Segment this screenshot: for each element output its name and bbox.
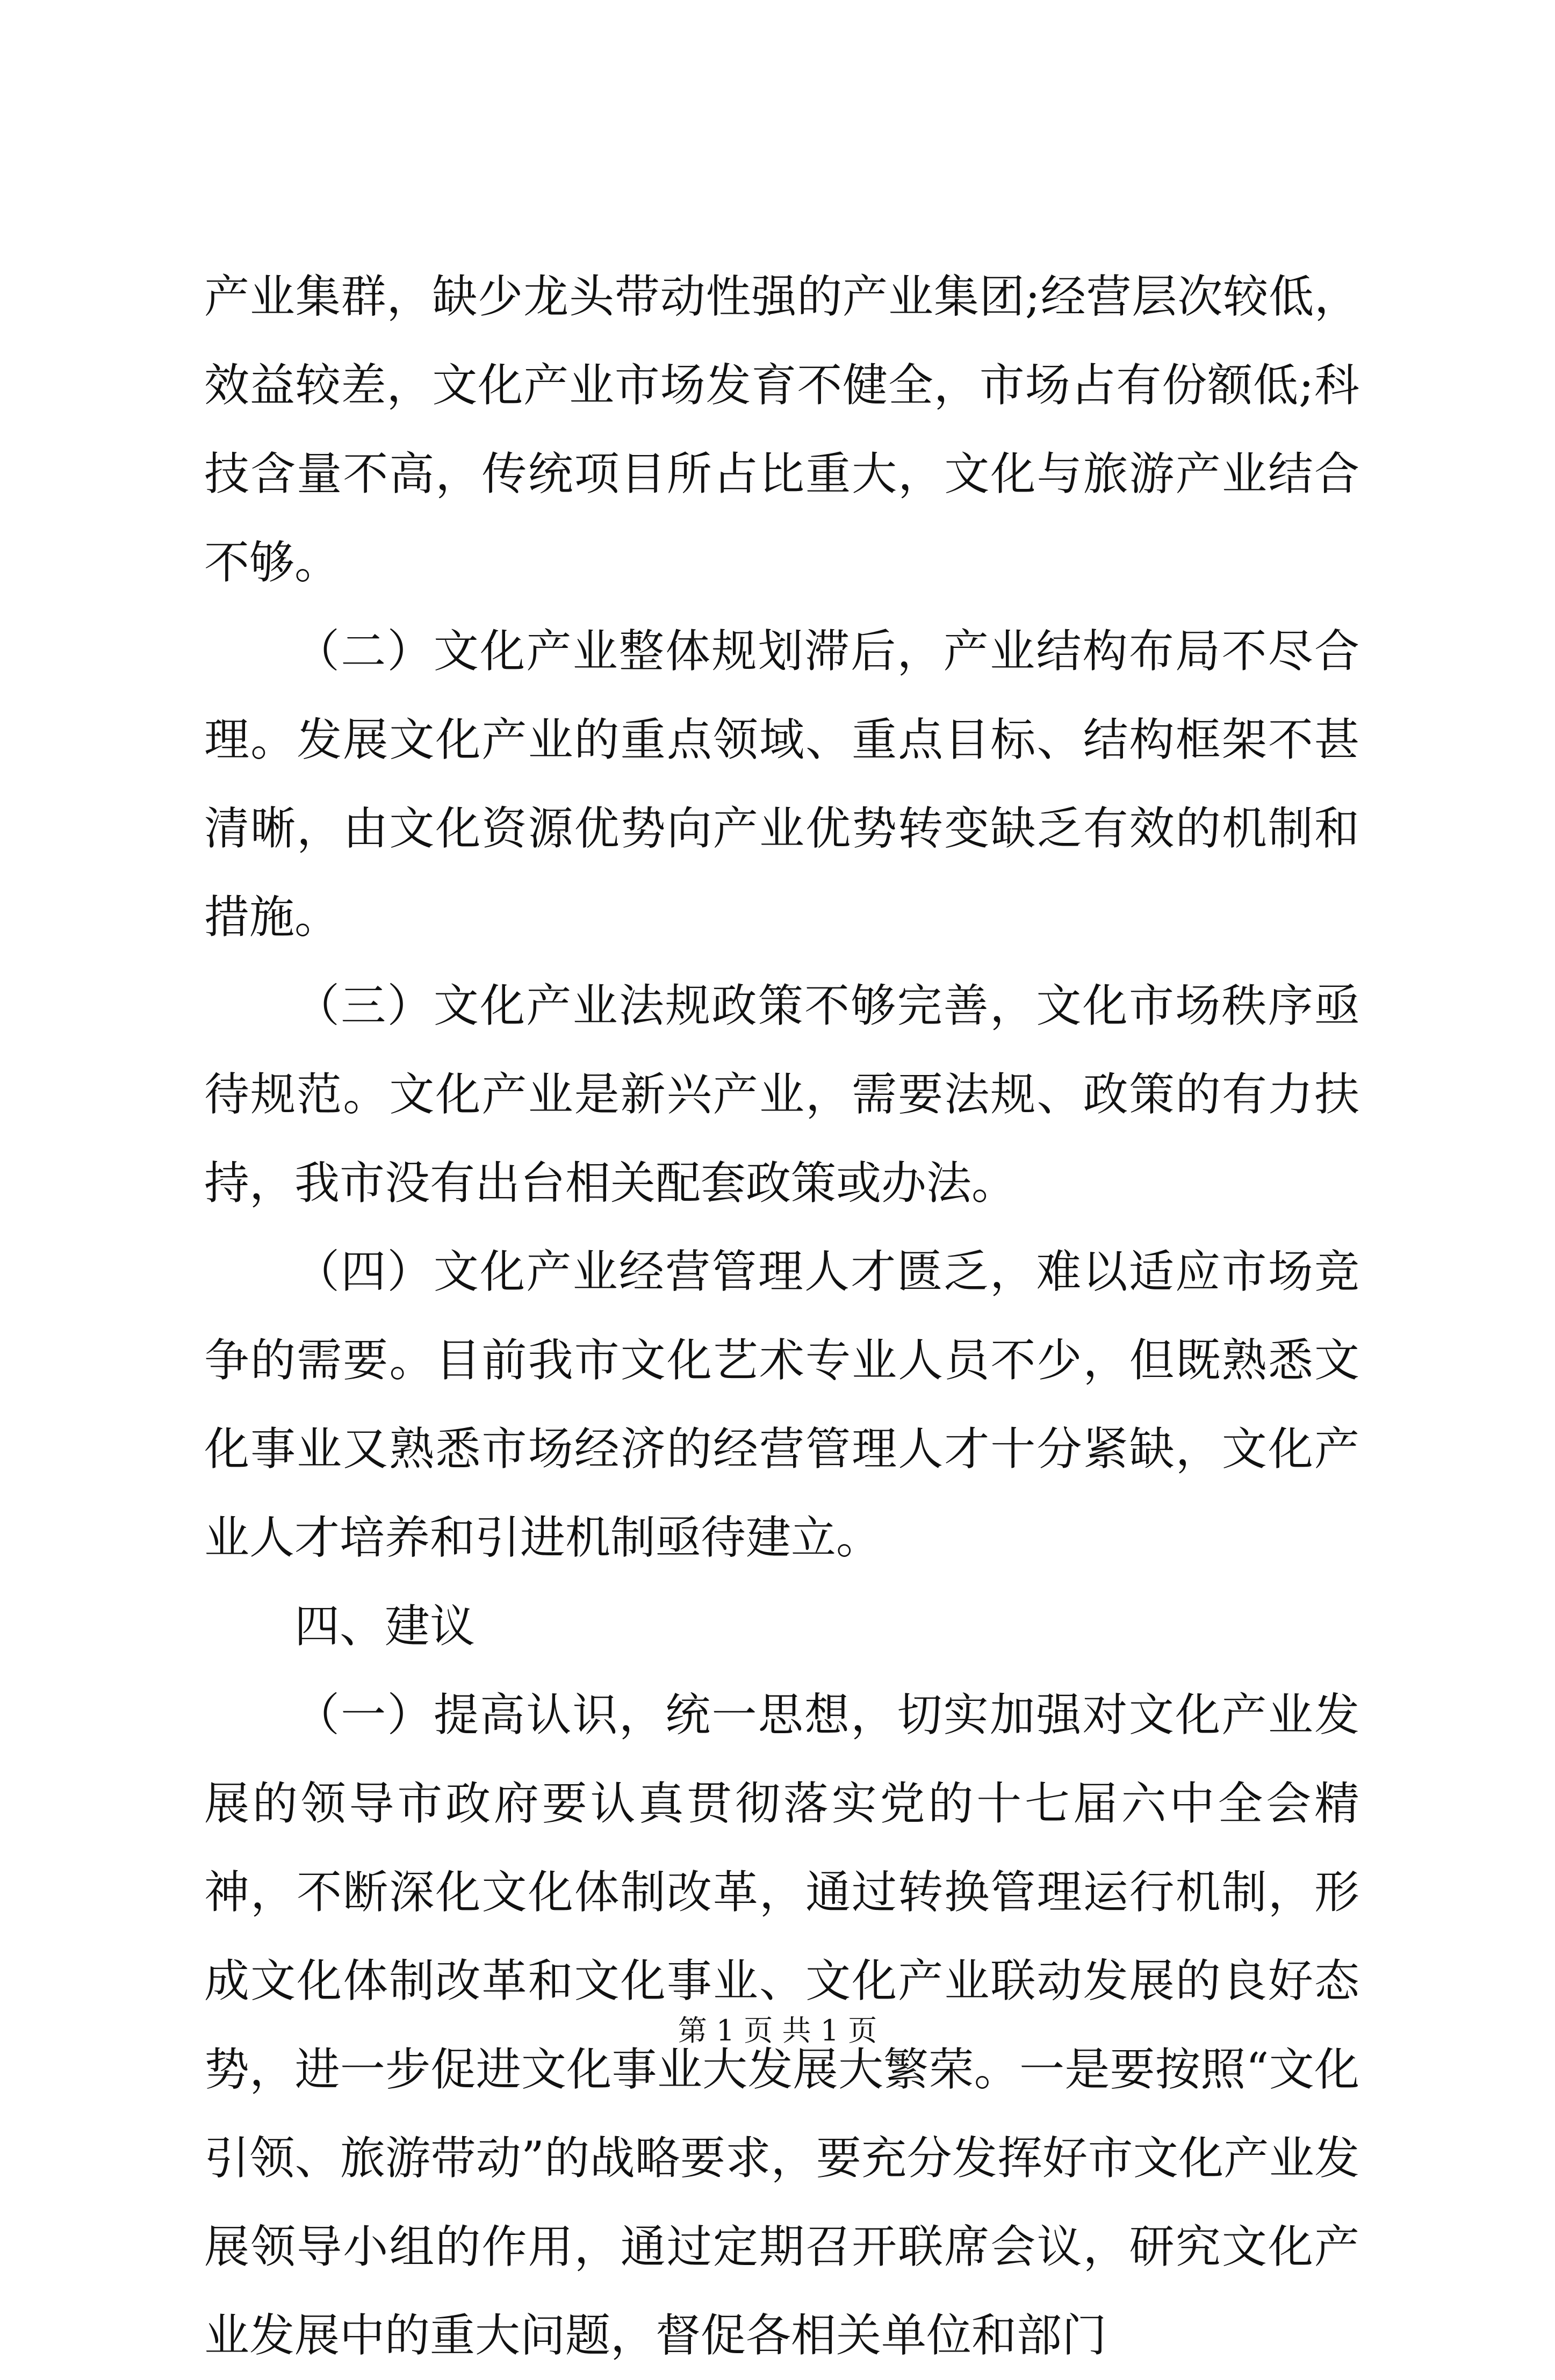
page-footer: 第 1 页 共 1 页 — [678, 2014, 877, 2047]
paragraph-5: （一）提高认识，统一思想，切实加强对文化产业发展的领导市政府要认真贯彻落实党的十七届六中全会精神，不断深化文化体制改革，通过转换管理运行机制，形成文化体制改革和文化事业、文化产业联动发展的良好态势，进一步促进文化事业大发展大繁荣。一是要按照“文化引领、旅游带动”的战略要求，要充分发挥好市文化产业发展领导小组的作用，通过定期召开联席会议，研究文化产业发展中的重大问题，督促各相关单位和部门 — [204, 1689, 1359, 2362]
section-heading: 四、建议 — [294, 1600, 476, 1653]
document-body — [204, 253, 1359, 2380]
paragraph-3: （三）文化产业法规政策不够完善，文化市场秩序亟待规范。文化产业是新兴产业，需要法规、政策的有力扶持，我市没有出台相关配套政策或办法。 — [204, 979, 1359, 1209]
paragraph-4: （四）文化产业经营管理人才匮乏，难以适应市场竞争的需要。目前我市文化艺术专业人员不少，但既熟悉文化事业又熟悉市场经济的经营管理人才十分紧缺，文化产业人才培养和引进机制亟待建立。 — [204, 1245, 1359, 1564]
paragraph-1: 产业集群，缺少龙头带动性强的产业集团;经营层次较低，效益较差，文化产业市场发育不健全，市场占有份额低;科技含量不高，传统项目所占比重大，文化与旅游产业结合不够。 — [204, 270, 1359, 589]
paragraph-2: （二）文化产业整体规划滞后，产业结构布局不尽合理。发展文化产业的重点领域、重点目标、结构框架不甚清晰，由文化资源优势向产业优势转变缺乏有效的机制和措施。 — [204, 625, 1359, 943]
